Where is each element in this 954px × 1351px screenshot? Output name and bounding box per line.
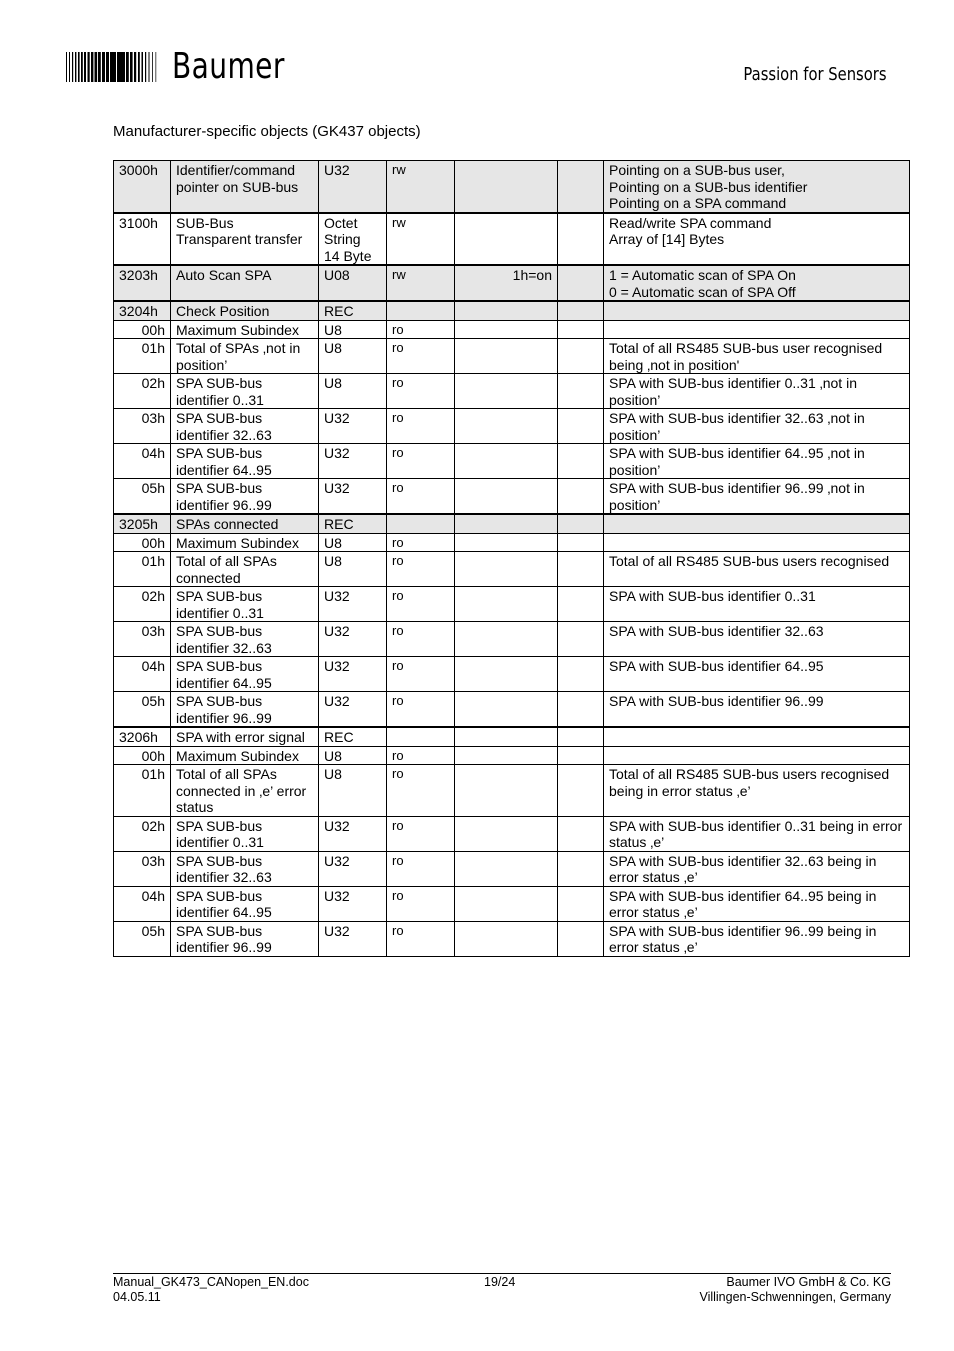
table-cell-extra — [558, 213, 604, 266]
table-cell-name: SPA SUB-bus identifier 32..63 — [171, 851, 319, 886]
table-cell-name: SPA SUB-bus identifier 0..31 — [171, 816, 319, 851]
table-cell-description — [604, 320, 910, 339]
table-cell-default — [455, 587, 558, 622]
table-cell-name: SPA SUB-bus identifier 96..99 — [171, 479, 319, 515]
table-cell-name: SPA SUB-bus identifier 64..95 — [171, 886, 319, 921]
table-cell-index: 04h — [114, 444, 171, 479]
table-cell-extra — [558, 161, 604, 213]
table-cell-description: SPA with SUB-bus identifier 64..95 — [604, 657, 910, 692]
table-cell-default — [455, 339, 558, 374]
table-cell-default — [455, 161, 558, 213]
table-cell-name: Maximum Subindex — [171, 320, 319, 339]
table-row-subindex — [114, 533, 910, 552]
table-cell-type: Octet String 14 Byte — [319, 213, 387, 266]
table-cell-access: ro — [387, 765, 455, 817]
table-cell-default — [455, 886, 558, 921]
tagline: Passion for Sensors — [743, 64, 887, 85]
table-row-subindex — [114, 320, 910, 339]
table-cell-type: U08 — [319, 265, 387, 301]
table-row-subindex — [114, 692, 910, 728]
table-cell-type: U32 — [319, 921, 387, 956]
table-cell-name: SPA SUB-bus identifier 96..99 — [171, 921, 319, 956]
table-cell-extra — [558, 765, 604, 817]
table-cell-type: U8 — [319, 552, 387, 587]
table-cell-access: ro — [387, 692, 455, 728]
table-cell-access: ro — [387, 533, 455, 552]
table-cell-index: 03h — [114, 622, 171, 657]
table-cell-index: 3205h — [114, 514, 171, 533]
table-cell-default — [455, 533, 558, 552]
table-cell-index: 05h — [114, 692, 171, 728]
table-cell-index: 02h — [114, 374, 171, 409]
table-cell-access: ro — [387, 746, 455, 765]
table-cell-index: 01h — [114, 552, 171, 587]
table-cell-description: SPA with SUB-bus identifier 64..95 ‚not in position’ — [604, 444, 910, 479]
table-cell-default — [455, 727, 558, 746]
table-row-object — [114, 514, 910, 533]
table-cell-extra — [558, 727, 604, 746]
table-cell-extra — [558, 816, 604, 851]
table-cell-index: 01h — [114, 339, 171, 374]
table-cell-description: SPA with SUB-bus identifier 96..99 — [604, 692, 910, 728]
table-cell-name: SPA with error signal — [171, 727, 319, 746]
footer-location: Villingen-Schwenningen, Germany — [699, 1290, 891, 1304]
table-cell-access: ro — [387, 444, 455, 479]
table-cell-index: 02h — [114, 816, 171, 851]
table-row-subindex — [114, 765, 910, 817]
table-cell-extra — [558, 320, 604, 339]
table-cell-description: SPA with SUB-bus identifier 0..31 ‚not in position’ — [604, 374, 910, 409]
footer-company: Baumer IVO GmbH & Co. KG — [726, 1275, 891, 1289]
table-cell-access: ro — [387, 851, 455, 886]
table-row-object — [114, 265, 910, 301]
table-cell-type: U8 — [319, 374, 387, 409]
table-cell-access: ro — [387, 409, 455, 444]
table-cell-description — [604, 514, 910, 533]
table-cell-index: 00h — [114, 533, 171, 552]
table-row-object — [114, 301, 910, 320]
table-cell-extra — [558, 374, 604, 409]
table-cell-name: SPA SUB-bus identifier 32..63 — [171, 622, 319, 657]
table-cell-name: SPA SUB-bus identifier 96..99 — [171, 692, 319, 728]
table-cell-default — [455, 514, 558, 533]
table-cell-default — [455, 552, 558, 587]
table-cell-extra — [558, 339, 604, 374]
table-cell-default — [455, 409, 558, 444]
table-cell-extra — [558, 692, 604, 728]
table-cell-access: ro — [387, 622, 455, 657]
table-row-subindex — [114, 851, 910, 886]
table-cell-type: U32 — [319, 622, 387, 657]
table-cell-name: SPA SUB-bus identifier 32..63 — [171, 409, 319, 444]
table-cell-access: rw — [387, 265, 455, 301]
table-row-subindex — [114, 374, 910, 409]
table-cell-default — [455, 374, 558, 409]
table-cell-name: SUB-Bus Transparent transfer — [171, 213, 319, 266]
table-cell-name: SPA SUB-bus identifier 0..31 — [171, 374, 319, 409]
table-row-subindex — [114, 746, 910, 765]
table-cell-index: 3206h — [114, 727, 171, 746]
table-cell-type: U32 — [319, 161, 387, 213]
table-cell-type: U32 — [319, 479, 387, 515]
table-cell-name: SPA SUB-bus identifier 64..95 — [171, 657, 319, 692]
footer-date: 04.05.11 — [113, 1290, 161, 1304]
table-cell-access: ro — [387, 320, 455, 339]
table-row-subindex — [114, 816, 910, 851]
table-cell-type: REC — [319, 301, 387, 320]
table-cell-access: ro — [387, 886, 455, 921]
table-cell-extra — [558, 533, 604, 552]
table-cell-description: SPA with SUB-bus identifier 96..99 ‚not in position’ — [604, 479, 910, 515]
footer-page-number: 19/24 — [484, 1275, 516, 1289]
table-cell-description: Total of all RS485 SUB-bus users recognised being in error status ‚e’ — [604, 765, 910, 817]
table-row-object — [114, 161, 910, 213]
table-cell-default — [455, 320, 558, 339]
table-cell-type: REC — [319, 727, 387, 746]
table-cell-index: 3204h — [114, 301, 171, 320]
table-cell-description — [604, 746, 910, 765]
table-cell-index: 3203h — [114, 265, 171, 301]
table-cell-type: REC — [319, 514, 387, 533]
table-row-subindex — [114, 886, 910, 921]
table-cell-extra — [558, 921, 604, 956]
table-cell-description: Total of all RS485 SUB-bus users recognised — [604, 552, 910, 587]
table-cell-type: U8 — [319, 533, 387, 552]
section-title: Manufacturer-specific objects (GK437 objects) — [113, 123, 421, 140]
table-cell-index: 3000h — [114, 161, 171, 213]
table-cell-name: Check Position — [171, 301, 319, 320]
table-cell-index: 05h — [114, 921, 171, 956]
table-cell-access: rw — [387, 161, 455, 213]
table-cell-default — [455, 746, 558, 765]
table-cell-index: 02h — [114, 587, 171, 622]
table-cell-index: 04h — [114, 657, 171, 692]
table-cell-access: ro — [387, 339, 455, 374]
table-cell-extra — [558, 552, 604, 587]
table-cell-type: U8 — [319, 339, 387, 374]
table-cell-type: U32 — [319, 587, 387, 622]
objects-table — [113, 160, 910, 957]
table-cell-name: Maximum Subindex — [171, 746, 319, 765]
footer-left — [113, 1275, 309, 1305]
table-cell-index: 05h — [114, 479, 171, 515]
table-cell-extra — [558, 444, 604, 479]
table-cell-access: ro — [387, 374, 455, 409]
table-cell-type: U32 — [319, 692, 387, 728]
table-cell-name: SPAs connected — [171, 514, 319, 533]
logo-wordmark: Baumer — [172, 46, 285, 87]
table-cell-index: 04h — [114, 886, 171, 921]
table-row-subindex — [114, 552, 910, 587]
table-cell-access — [387, 514, 455, 533]
table-cell-access: ro — [387, 657, 455, 692]
table-cell-description: SPA with SUB-bus identifier 64..95 being in error status ‚e’ — [604, 886, 910, 921]
table-cell-description: SPA with SUB-bus identifier 0..31 — [604, 587, 910, 622]
table-row-subindex — [114, 479, 910, 515]
footer-right — [699, 1275, 891, 1305]
table-cell-type: U32 — [319, 816, 387, 851]
table-cell-default — [455, 444, 558, 479]
table-cell-name: Total of all SPAs connected in ‚e’ error status — [171, 765, 319, 817]
table-cell-access: rw — [387, 213, 455, 266]
table-cell-extra — [558, 587, 604, 622]
table-cell-access: ro — [387, 587, 455, 622]
table-cell-access: ro — [387, 921, 455, 956]
table-cell-access: ro — [387, 552, 455, 587]
table-cell-extra — [558, 301, 604, 320]
table-cell-extra — [558, 851, 604, 886]
table-cell-index: 03h — [114, 409, 171, 444]
table-cell-index: 01h — [114, 765, 171, 817]
table-cell-description: SPA with SUB-bus identifier 32..63 being in error status ‚e’ — [604, 851, 910, 886]
table-cell-default — [455, 622, 558, 657]
table-cell-default — [455, 816, 558, 851]
table-cell-description: Total of all RS485 SUB-bus user recognised being ‚not in position' — [604, 339, 910, 374]
table-cell-default — [455, 301, 558, 320]
table-cell-access: ro — [387, 816, 455, 851]
table-cell-description: SPA with SUB-bus identifier 32..63 ‚not in position’ — [604, 409, 910, 444]
table-row-object — [114, 727, 910, 746]
table-cell-index: 03h — [114, 851, 171, 886]
table-cell-name: SPA SUB-bus identifier 0..31 — [171, 587, 319, 622]
table-cell-description: Pointing on a SUB-bus user, Pointing on a SUB-bus identifier Pointing on a SPA command — [604, 161, 910, 213]
baumer-logo-bars-icon — [66, 52, 160, 82]
table-cell-extra — [558, 479, 604, 515]
table-row-subindex — [114, 657, 910, 692]
table-cell-extra — [558, 409, 604, 444]
table-cell-description: SPA with SUB-bus identifier 32..63 — [604, 622, 910, 657]
table-cell-default — [455, 657, 558, 692]
table-cell-type: U32 — [319, 444, 387, 479]
table-cell-default — [455, 213, 558, 266]
table-cell-extra — [558, 886, 604, 921]
table-row-subindex — [114, 409, 910, 444]
table-cell-description: SPA with SUB-bus identifier 0..31 being in error status ‚e’ — [604, 816, 910, 851]
table-cell-access — [387, 727, 455, 746]
table-cell-index: 00h — [114, 746, 171, 765]
table-cell-default: 1h=on — [455, 265, 558, 301]
table-cell-name: Total of SPAs ‚not in position’ — [171, 339, 319, 374]
table-cell-description — [604, 727, 910, 746]
footer-filename: Manual_GK473_CANopen_EN.doc — [113, 1275, 309, 1289]
table-cell-extra — [558, 514, 604, 533]
table-cell-type: U32 — [319, 886, 387, 921]
table-cell-description: 1 = Automatic scan of SPA On 0 = Automatic scan of SPA Off — [604, 265, 910, 301]
table-cell-extra — [558, 746, 604, 765]
table-cell-description — [604, 533, 910, 552]
table-cell-extra — [558, 657, 604, 692]
table-cell-index: 00h — [114, 320, 171, 339]
table-cell-type: U8 — [319, 765, 387, 817]
table-cell-type: U32 — [319, 409, 387, 444]
table-cell-extra — [558, 622, 604, 657]
table-row-subindex — [114, 622, 910, 657]
table-cell-type: U8 — [319, 320, 387, 339]
footer-divider — [113, 1273, 891, 1274]
table-cell-access: ro — [387, 479, 455, 515]
table-row-object — [114, 213, 910, 266]
table-cell-type: U32 — [319, 657, 387, 692]
table-cell-extra — [558, 265, 604, 301]
table-cell-index: 3100h — [114, 213, 171, 266]
table-cell-default — [455, 692, 558, 728]
table-cell-name: Total of all SPAs connected — [171, 552, 319, 587]
table-cell-default — [455, 851, 558, 886]
table-cell-description — [604, 301, 910, 320]
table-cell-type: U32 — [319, 851, 387, 886]
table-cell-name: Maximum Subindex — [171, 533, 319, 552]
table-row-subindex — [114, 587, 910, 622]
table-cell-default — [455, 921, 558, 956]
table-cell-name: Identifier/command pointer on SUB-bus — [171, 161, 319, 213]
table-cell-name: SPA SUB-bus identifier 64..95 — [171, 444, 319, 479]
table-cell-type: U8 — [319, 746, 387, 765]
table-cell-description: Read/write SPA command Array of [14] Bytes — [604, 213, 910, 266]
table-row-subindex — [114, 339, 910, 374]
table-cell-access — [387, 301, 455, 320]
table-row-subindex — [114, 444, 910, 479]
table-cell-default — [455, 765, 558, 817]
table-cell-default — [455, 479, 558, 515]
table-cell-name: Auto Scan SPA — [171, 265, 319, 301]
table-cell-description: SPA with SUB-bus identifier 96..99 being in error status ‚e’ — [604, 921, 910, 956]
table-row-subindex — [114, 921, 910, 956]
